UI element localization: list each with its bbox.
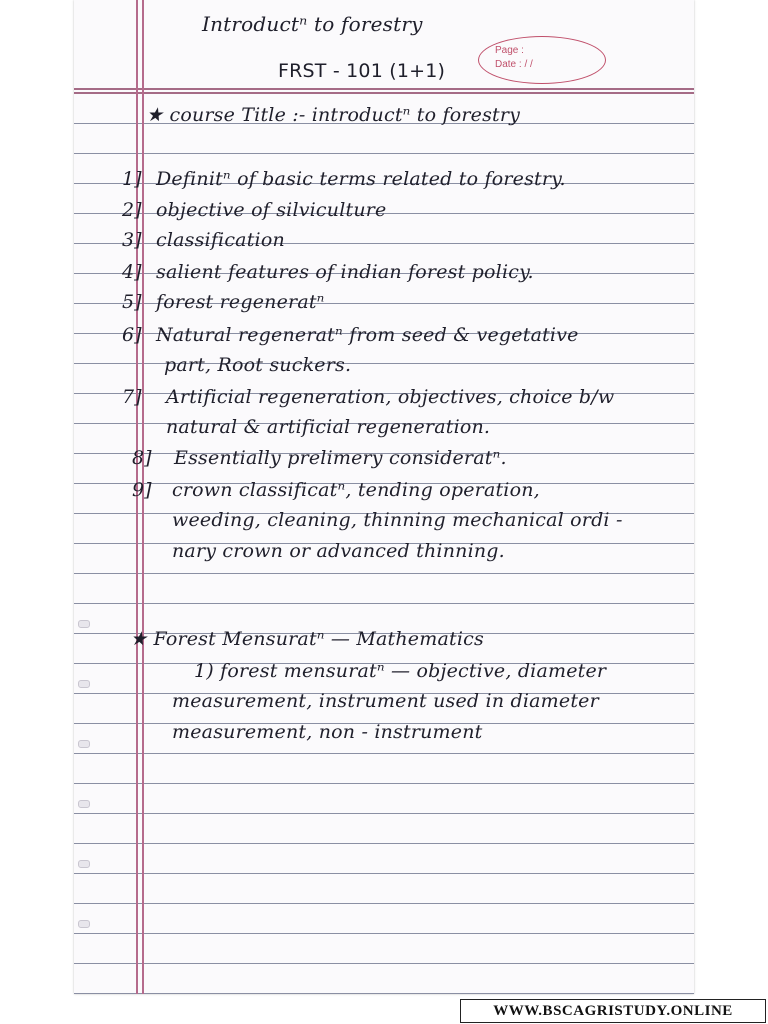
topic-line: part, Root suckers.	[164, 354, 352, 376]
topic-line: forest regeneratⁿ	[156, 291, 325, 313]
topic-line: nary crown or advanced thinning.	[172, 540, 505, 562]
top-rule	[74, 92, 694, 94]
website-watermark: WWW.BSCAGRISTUDY.ONLINE	[460, 999, 766, 1023]
topic-line: Definitⁿ of basic terms related to forestry.	[156, 168, 566, 190]
notebook-page	[74, 0, 694, 994]
topic-line: natural & artificial regeneration.	[166, 416, 491, 438]
topic-number: 8]	[132, 447, 152, 469]
section-line: 1) forest mensuratⁿ — objective, diameter	[194, 660, 607, 682]
topic-line: Natural regeneratⁿ from seed & vegetative	[156, 324, 579, 346]
topic-number: 2]	[122, 199, 142, 221]
topic-line: salient features of indian forest policy.	[156, 261, 534, 283]
topic-line: crown classificatⁿ, tending operation,	[172, 479, 540, 501]
topic-line: Essentially prelimery consideratⁿ.	[174, 447, 507, 469]
topic-line: weeding, cleaning, thinning mechanical ordi -	[172, 509, 623, 531]
topic-number: 1]	[122, 168, 142, 190]
section-line: measurement, instrument used in diameter	[172, 690, 599, 712]
topic-number: 5]	[122, 291, 142, 313]
course-title: ★ course Title :- introductⁿ to forestry	[146, 104, 521, 126]
top-rule	[74, 88, 694, 90]
topic-number: 9]	[132, 479, 152, 501]
course-code: FRST - 101 (1+1)	[278, 60, 446, 82]
topic-line: objective of silviculture	[156, 199, 387, 221]
topic-number: 6]	[122, 324, 142, 346]
page-title: Introductⁿ to forestry	[202, 12, 423, 36]
page-date-stamp	[478, 36, 606, 84]
section-heading: ★ Forest Mensuratⁿ — Mathematics	[130, 628, 484, 650]
binding-holes	[74, 600, 92, 960]
topic-line: classification	[156, 229, 285, 251]
section-line: measurement, non - instrument	[172, 721, 483, 743]
topic-number: 3]	[122, 229, 142, 251]
date-label: Date : / /	[495, 59, 533, 70]
topic-number: 7]	[122, 386, 142, 408]
page-label: Page :	[495, 45, 524, 56]
topic-line: Artificial regeneration, objectives, choice b/w	[166, 386, 615, 408]
topic-number: 4]	[122, 261, 142, 283]
